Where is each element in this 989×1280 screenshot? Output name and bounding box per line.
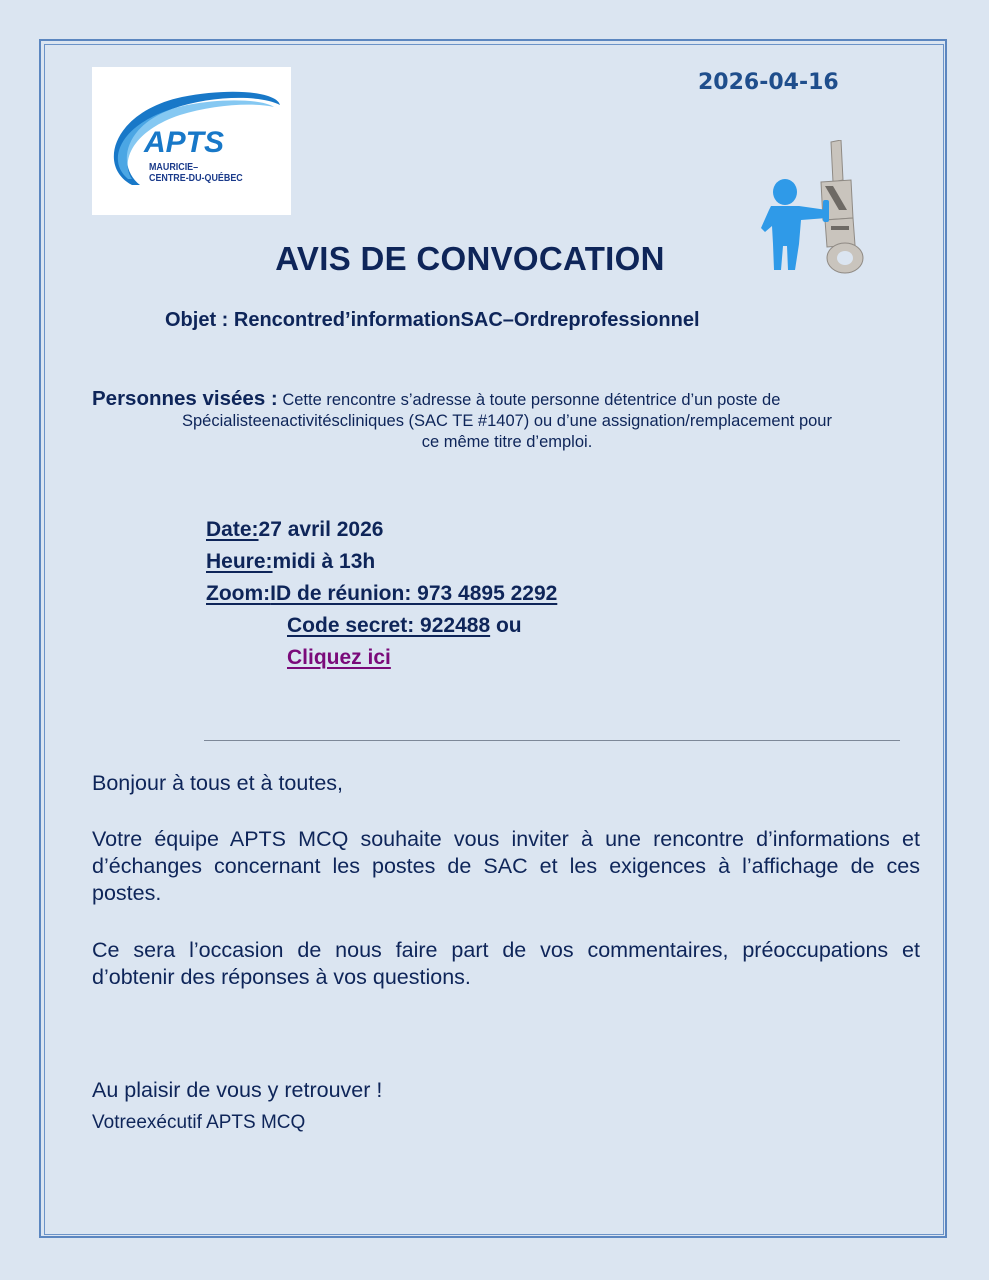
document-date: 2026-04-16 [698, 70, 839, 95]
time-row [206, 546, 557, 578]
logo-subtitle-line2: CENTRE-DU-QUÉBEC [149, 172, 243, 184]
time-value: midi à 13h [272, 550, 376, 573]
zoom-passcode: Code secret: 922488 [287, 614, 491, 637]
page-title: AVIS DE CONVOCATION [275, 240, 665, 277]
closing-line: Au plaisir de vous y retrouver ! [92, 1078, 383, 1102]
date-value: 27 avril 2026 [258, 518, 384, 541]
meeting-details [206, 514, 557, 674]
zoom-join-link[interactable]: Cliquez ici [287, 646, 391, 669]
time-label: Heure: [206, 550, 273, 573]
target-audience-text1: Cette rencontre s’adresse à toute personne détentrice d’un poste de [277, 391, 781, 409]
logo-subtitle [149, 162, 243, 184]
passcode-row [206, 610, 557, 642]
target-audience-line3: ce même titre d’emploi. [421, 433, 593, 451]
logo-subtitle-line1: MAURICIE– [149, 161, 199, 173]
zoom-label: Zoom: [206, 582, 271, 605]
or-text: ou [490, 614, 522, 637]
date-row [206, 514, 557, 546]
logo-apts-text: APTS [144, 126, 225, 159]
greeting: Bonjour à tous et à toutes, [92, 771, 343, 795]
signature: Votreexécutif APTS MCQ [92, 1112, 306, 1133]
link-row [206, 642, 557, 674]
apts-logo [92, 67, 291, 215]
subject-line: Objet : Rencontred’informationSAC–Ordreprofessionnel [165, 309, 700, 331]
occasion-paragraph: Ce sera l’occasion de nous faire part de vos commentaires, préoccupations et d’obtenir des réponses à vos questions. [92, 938, 920, 989]
target-audience-line1 [92, 388, 922, 411]
target-audience [92, 388, 922, 453]
target-audience-label: Personnes visées : [92, 387, 278, 410]
zoom-row [206, 578, 557, 610]
section-divider [204, 740, 900, 741]
invitation-paragraph: Votre équipe APTS MCQ souhaite vous inviter à une rencontre d’informations et d’échanges concernant les postes de SAC et les exigences à l’affichage de ces postes. [92, 827, 920, 905]
zoom-meeting-id: ID de réunion: 973 4895 2292 [270, 582, 558, 605]
target-audience-line2: Spécialisteenactivitéscliniques (SAC TE #1407) ou d’une assignation/remplacement pour [182, 412, 832, 430]
date-label: Date: [206, 518, 259, 541]
